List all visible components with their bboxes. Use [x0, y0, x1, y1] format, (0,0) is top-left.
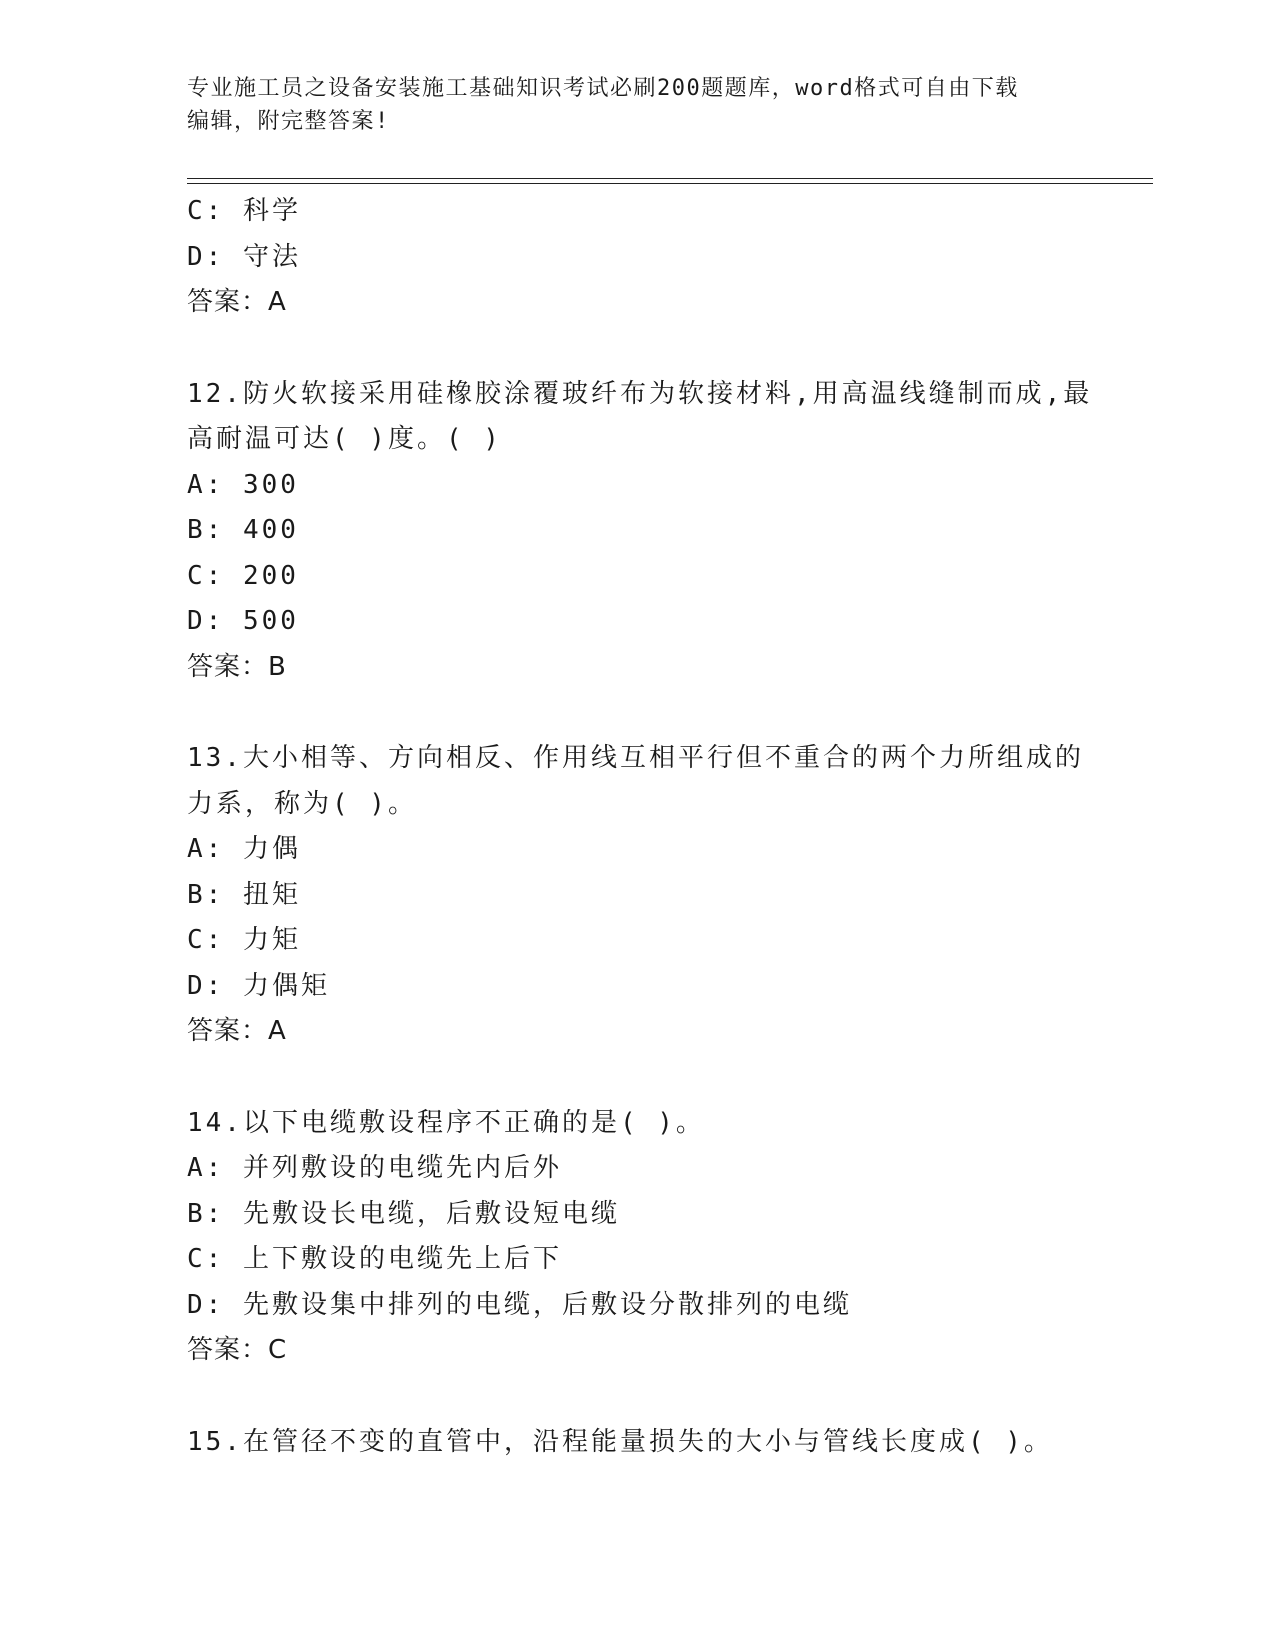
spacer	[187, 326, 1137, 372]
header-title-line-2: 编辑，附完整答案!	[187, 109, 390, 134]
question-stem: 14.以下电缆敷设程序不正确的是( )。	[187, 1107, 705, 1138]
option-c: C: 上下敷设的电缆先上后下	[187, 1244, 562, 1274]
document-header	[187, 72, 1087, 138]
question-14	[187, 1101, 1137, 1374]
option-b: B: 400	[187, 515, 299, 545]
spacer	[187, 690, 1137, 736]
question-11	[187, 189, 1137, 326]
option-d: D: 守法	[187, 241, 301, 272]
option-a: A: 300	[187, 469, 299, 500]
question-stem-cont: 力系，称为( )。	[187, 788, 417, 819]
header-rule-bottom	[187, 183, 1153, 184]
option-d: D: 力偶矩	[187, 970, 330, 1001]
question-stem: 13.大小相等、方向相反、作用线互相平行但不重合的两个力所组成的	[187, 743, 1084, 773]
option-a: A: 力偶	[187, 834, 301, 864]
question-stem-cont: 高耐温可达( )度。( )	[187, 424, 502, 454]
question-12	[187, 372, 1137, 691]
answer: 答案：B	[187, 651, 287, 682]
option-b: B: 先敷设长电缆，后敷设短电缆	[187, 1198, 620, 1229]
option-c: C: 200	[187, 560, 299, 591]
question-15	[187, 1420, 1137, 1466]
header-rule-top	[187, 178, 1153, 179]
option-b: B: 扭矩	[187, 879, 301, 910]
option-a: A: 并列敷设的电缆先内后外	[187, 1153, 562, 1183]
answer: 答案：C	[187, 1335, 288, 1365]
option-d: D: 500	[187, 606, 299, 636]
question-stem: 12.防火软接采用硅橡胶涂覆玻纤布为软接材料,用高温线缝制而成,最	[187, 378, 1093, 409]
spacer	[187, 1374, 1137, 1420]
answer: 答案：A	[187, 287, 287, 317]
header-title-line-1: 专业施工员之设备安装施工基础知识考试必刷200题题库，word格式可自由下载	[187, 76, 1019, 101]
option-c: C: 力矩	[187, 925, 301, 955]
question-list	[187, 189, 1137, 1465]
question-stem: 15.在管径不变的直管中，沿程能量损失的大小与管线长度成( )。	[187, 1426, 1053, 1457]
answer: 答案：A	[187, 1016, 287, 1046]
spacer	[187, 1055, 1137, 1101]
option-c: C: 科学	[187, 196, 301, 226]
question-13	[187, 736, 1137, 1055]
option-d: D: 先敷设集中排列的电缆，后敷设分散排列的电缆	[187, 1289, 852, 1320]
